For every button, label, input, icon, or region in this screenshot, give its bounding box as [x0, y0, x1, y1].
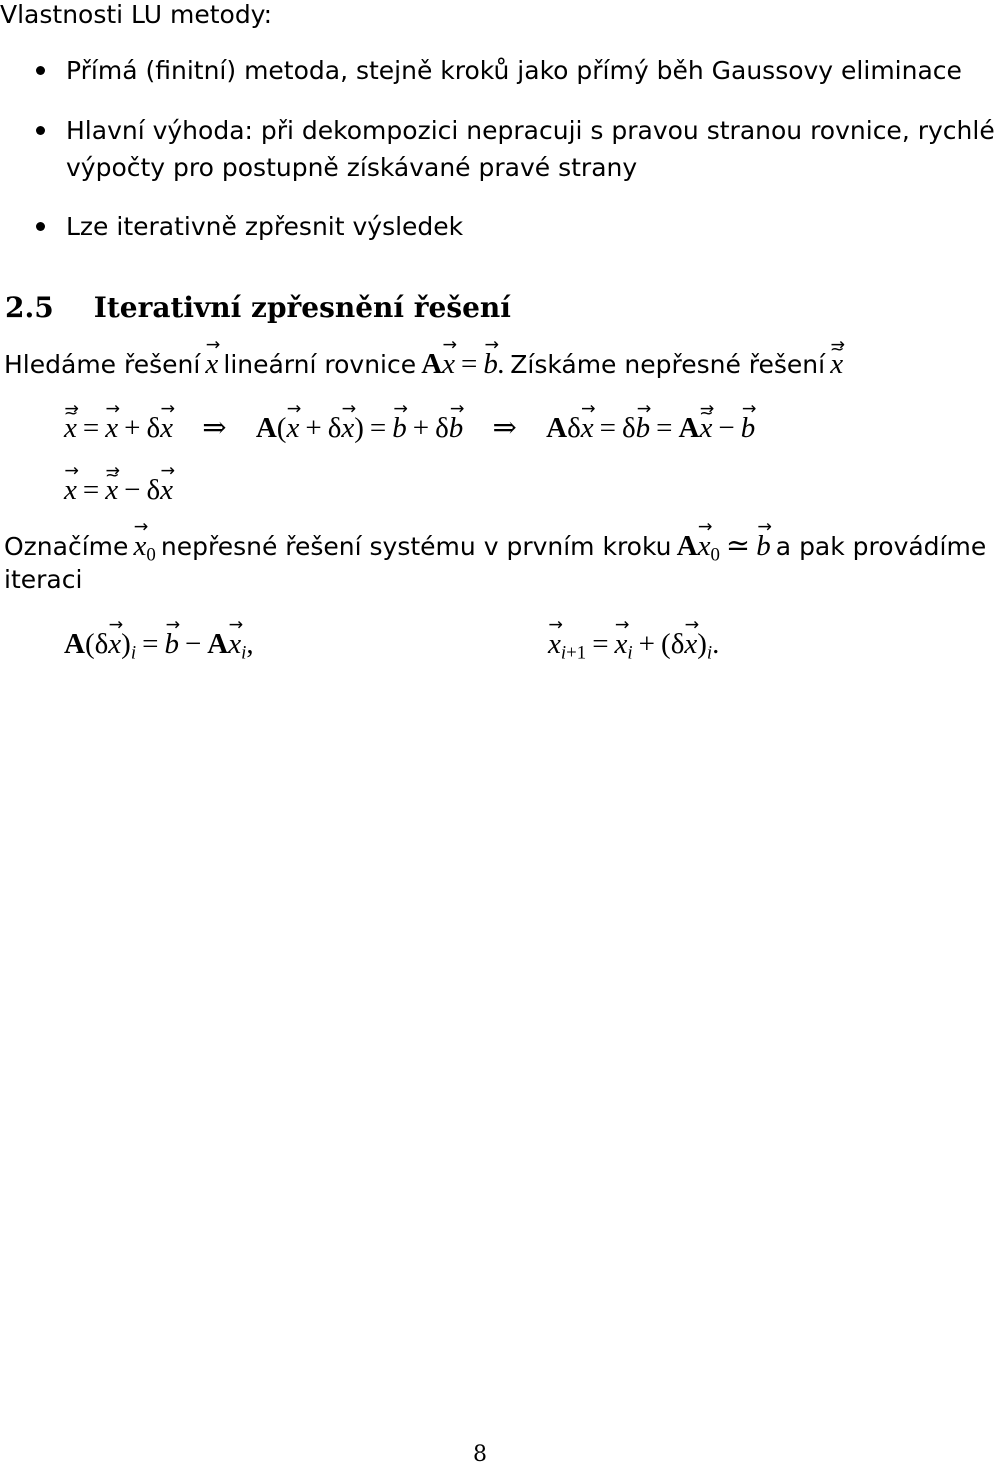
bullet-item-2-line-2: výpočty pro postupně získávané pravé strany	[66, 153, 638, 182]
paragraph-1-text-a: Hledáme řešení	[4, 350, 201, 379]
math-vector-x: → x	[205, 348, 218, 380]
page-number: 8	[473, 1442, 487, 1467]
bullet-item-1: Přímá (finitní) metoda, stejně kroků jako přímý běh Gaussovy eliminace	[66, 56, 962, 85]
math-vector-x0: → $x_0$	[133, 530, 155, 562]
section-number: 2.5	[5, 291, 54, 324]
bullet-dot	[36, 126, 45, 135]
equation-iteration-update: → $x_{i+1} =\to x_i + (\delta\to x)_i$.	[548, 628, 719, 661]
bullet-item-2-line-1: Hlavní výhoda: při dekompozici nepracuji s pravou stranou rovnice, rychlé	[66, 116, 995, 145]
paragraph-2	[4, 528, 987, 566]
bullet-item-3: Lze iterativně zpřesnit výsledek	[66, 212, 464, 241]
bullet-dot	[36, 222, 45, 231]
paragraph-1-text-b: lineární rovnice	[223, 350, 417, 379]
paragraph-1	[4, 348, 843, 381]
section-title: Iterativní zpřesnění řešení	[93, 291, 511, 324]
paragraph-1-text-c: Získáme nepřesné řešení	[510, 350, 826, 379]
equation-iteration-residual: $A(\delta\to x)_i =\to b - A\to x_i$,	[64, 628, 254, 661]
math-equation-ax-b: A→ x =→ b.	[421, 348, 505, 380]
math-ax0-approx-b: $A\to x_0$ ≃→ b	[677, 530, 771, 562]
paragraph-2-text-b: nepřesné řešení systému v prvním kroku	[160, 532, 672, 561]
paragraph-2-text-d: iteraci	[4, 565, 83, 594]
paragraph-2-text-a: Označíme	[4, 532, 129, 561]
page-heading: Vlastnosti LU metody:	[0, 0, 273, 29]
math-vector-x-tilde: → x ~	[830, 348, 843, 380]
paragraph-2-text-c: a pak provádíme	[775, 532, 987, 561]
equation-correction: → x =→ x ~ − δ→ x	[64, 474, 173, 507]
section-heading	[5, 291, 511, 324]
equation-derivation: → x ~ =→ x + δ→ x ⇒ A(→ x + δ→ x) =→ b + δ→ b ⇒ Aδ→ x = δ→ b = A→ x ~ −→ b	[64, 410, 755, 445]
bullet-dot	[36, 66, 45, 75]
